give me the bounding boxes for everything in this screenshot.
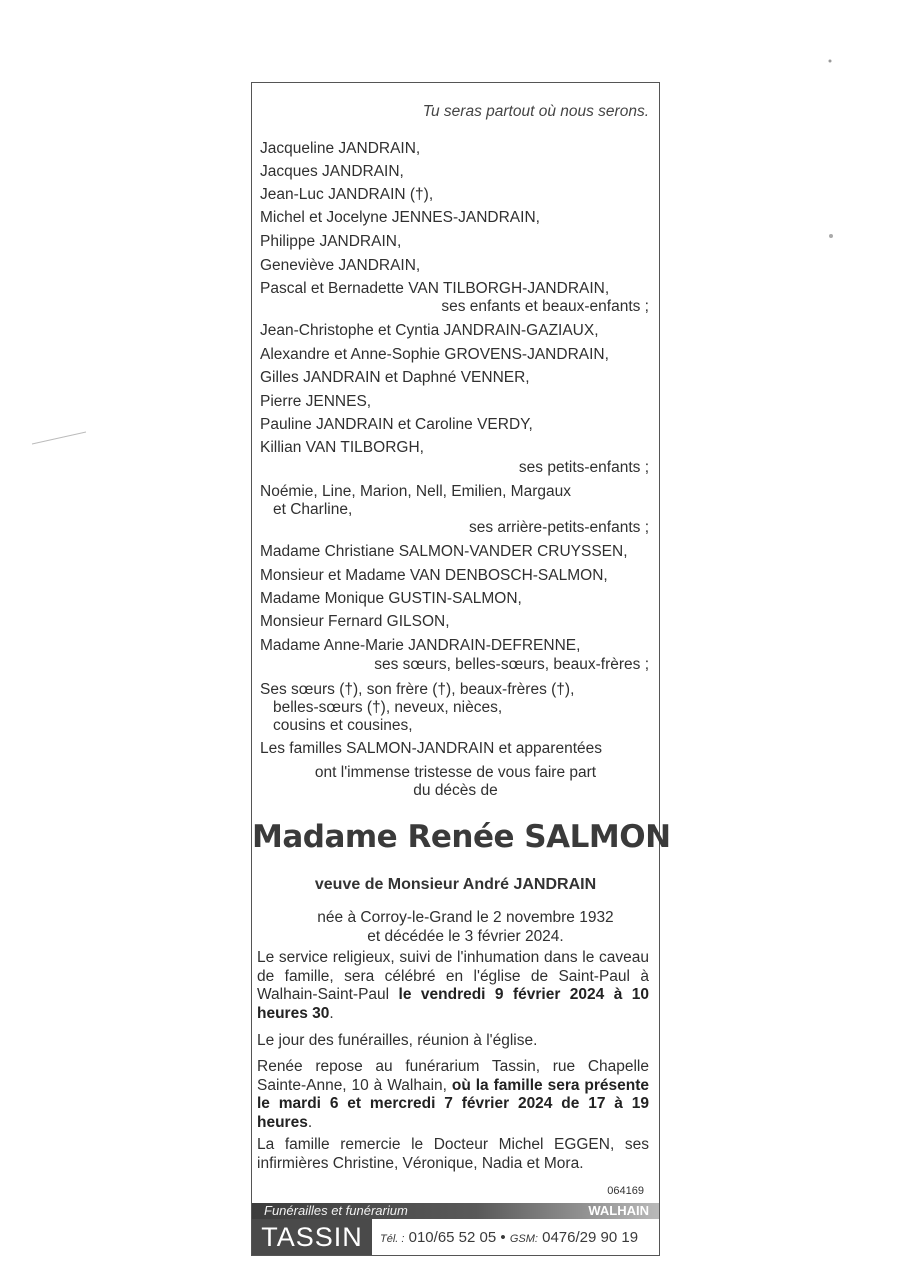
great-grandchildren-line: et Charline, xyxy=(273,501,353,518)
repose-paragraph xyxy=(257,1058,649,1132)
notice-code: 064169 xyxy=(607,1185,644,1197)
meeting-paragraph: Le jour des funérailles, réunion à l'église. xyxy=(257,1032,538,1049)
grandchild-line: Jean-Christophe et Cyntia JANDRAIN-GAZIAUX, xyxy=(260,322,599,339)
family-line: Jacques JANDRAIN, xyxy=(260,163,404,180)
gsm-number: 0476/29 90 19 xyxy=(542,1229,639,1246)
obituary-notice xyxy=(251,82,671,1256)
banner-tagline: Funérailles et funérarium xyxy=(264,1203,408,1218)
great-grandchildren-line: Noémie, Line, Marion, Nell, Emilien, Margaux xyxy=(260,483,571,500)
grandchild-line: Alexandre et Anne-Sophie GROVENS-JANDRAIN, xyxy=(260,346,609,363)
sibling-line: Monsieur et Madame VAN DENBOSCH-SALMON, xyxy=(260,567,608,584)
family-line: Geneviève JANDRAIN, xyxy=(260,257,421,274)
grandchild-line: Pierre JENNES, xyxy=(260,393,372,410)
families-line: Les familles SALMON-JANDRAIN et apparentées xyxy=(260,740,602,757)
family-line: Michel et Jocelyne JENNES-JANDRAIN, xyxy=(260,209,540,226)
service-end: . xyxy=(329,1004,334,1022)
great-grandchildren-label: ses arrière-petits-enfants ; xyxy=(468,519,649,536)
death-line: et décédée le 3 février 2024. xyxy=(367,928,564,945)
grandchild-line: Gilles JANDRAIN et Daphné VENNER, xyxy=(260,369,530,386)
repose-text: Renée repose au funérarium Tassin, rue Chapelle Sainte-Anne, 10 à Walhain, xyxy=(257,1058,649,1094)
widow-of: veuve de Monsieur André JANDRAIN xyxy=(314,876,597,893)
service-paragraph xyxy=(257,949,649,1023)
birth-line: née à Corroy-le-Grand le 2 novembre 1932 xyxy=(317,909,614,926)
sibling-line: Madame Christiane SALMON-VANDER CRUYSSEN, xyxy=(260,543,628,560)
family-line: Jacqueline JANDRAIN, xyxy=(260,140,421,157)
grandchildren-label: ses petits-enfants ; xyxy=(518,459,649,476)
service-date: le vendredi 9 février 2024 à 10 heures 30 xyxy=(257,986,649,1022)
sibling-line: Monsieur Fernard GILSON, xyxy=(260,613,450,630)
scan-scratch xyxy=(30,428,90,448)
scan-speck xyxy=(828,233,834,239)
family-line: Philippe JANDRAIN, xyxy=(260,233,402,250)
motto: Tu seras partout où nous serons. xyxy=(422,103,649,120)
banner-city: WALHAIN xyxy=(588,1203,649,1218)
thanks-paragraph: La famille remercie le Docteur Michel EGGEN, ses infirmières Christine, Véronique, Nadia et Mora. xyxy=(257,1136,649,1172)
service-text: Le service religieux, suivi de l'inhumation dans le caveau de famille, sera célébré en l'église de Saint-Paul à Walhain-Saint-Paul xyxy=(257,949,649,1003)
relatives-line: Ses sœurs (†), son frère (†), beaux-frères (†), xyxy=(260,681,575,698)
funeral-home-logo: TASSIN xyxy=(252,1219,372,1255)
grandchild-line: Killian VAN TILBORGH, xyxy=(260,439,424,456)
grandchild-line: Pauline JANDRAIN et Caroline VERDY, xyxy=(260,416,533,433)
sibling-line: Madame Monique GUSTIN-SALMON, xyxy=(260,590,522,607)
scan-speck xyxy=(827,58,833,64)
family-line: Pascal et Bernadette VAN TILBORGH-JANDRAIN, xyxy=(260,280,610,297)
repose-end: . xyxy=(307,1113,313,1131)
contact-phones: Tél. : 010/65 52 05 • GSM: 0476/29 90 19 xyxy=(380,1229,639,1246)
funeral-home-banner xyxy=(252,1203,659,1255)
announcement-line: ont l'immense tristesse de vous faire part xyxy=(314,764,597,781)
tel-label: Tél. : xyxy=(380,1233,405,1245)
tel-number: 010/65 52 05 xyxy=(408,1229,497,1246)
gsm-label: GSM: xyxy=(509,1233,538,1245)
siblings-label: ses sœurs, belles-sœurs, beaux-frères ; xyxy=(374,656,649,673)
sibling-line: Madame Anne-Marie JANDRAIN-DEFRENNE, xyxy=(260,637,581,654)
announcement-line: du décès de xyxy=(413,782,498,799)
children-label: ses enfants et beaux-enfants ; xyxy=(441,298,649,315)
deceased-name: Madame Renée SALMON xyxy=(252,819,671,855)
relatives-line: belles-sœurs (†), neveux, nièces, xyxy=(273,699,503,716)
family-line: Jean-Luc JANDRAIN (†), xyxy=(260,186,434,203)
visiting-hours: où la famille sera présente le mardi 6 et mercredi 7 février 2024 de 17 à 19 heures xyxy=(257,1076,650,1131)
relatives-line: cousins et cousines, xyxy=(273,717,413,734)
